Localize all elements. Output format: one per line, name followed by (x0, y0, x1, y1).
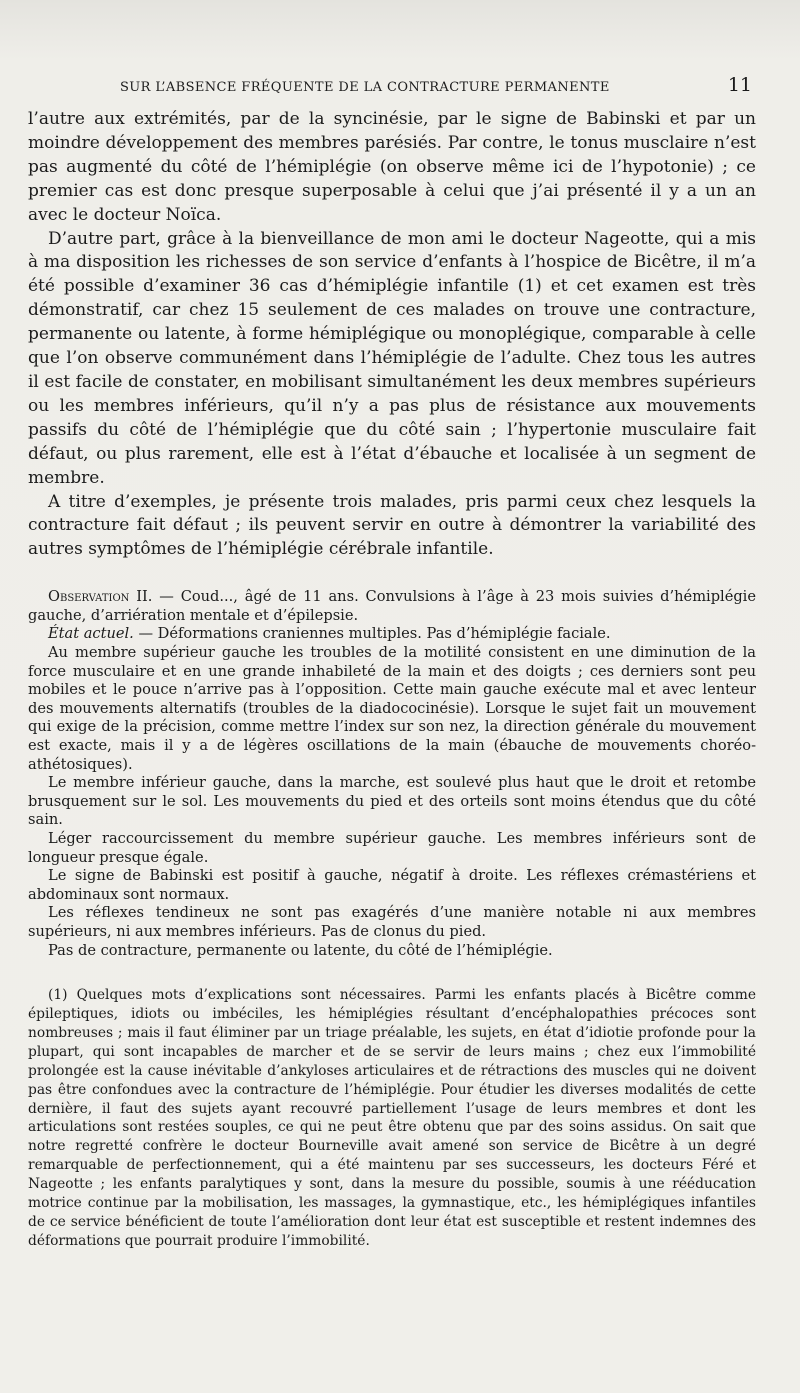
observation-paragraph: Le membre inférieur gauche, dans la marche, est soulevé plus haut que le droit et retombe brusquement sur le sol. Les mouvements du pied et des orteils sont moins étendus que du côté sain. (28, 774, 756, 829)
observation-intro-text: II. — Coud..., âgé de 11 ans. Convulsions à l’âge à 23 mois suivies d’hémiplégie gauche, d’arriération mentale et d’épilepsie. (28, 588, 756, 624)
observation-intro (28, 588, 756, 625)
observation-section (28, 588, 756, 960)
observation-paragraph: Les réflexes tendineux ne sont pas exagérés d’une manière notable ni aux membres supérieurs, ni aux membres inférieurs. Pas de clonus du pied. (28, 904, 756, 940)
footnote (28, 986, 756, 1251)
running-head: SUR L’ABSENCE FRÉQUENTE DE LA CONTRACTURE PERMANENTE (120, 80, 610, 95)
paragraph-1: l’autre aux extrémités, par de la syncinésie, par le signe de Babinski et par un moindre développement des membres parésiés. Par contre, le tonus musclaire n’est pas augmenté du côté de l’hémiplégie (on observe même ici de l’hypotonie) ; ce premier cas est donc presque superposable à celui que j’ai présenté il y a un an avec le docteur Noïca. (28, 109, 756, 225)
observation-paragraph: Au membre supérieur gauche les troubles de la motilité consistent en une diminution de la force musculaire et en une grande inhabileté de la main et des doigts ; ces derniers sont peu mobiles et le pouce n’arrive pas à l’opposition. Cette main gauche exécute mal et avec lenteur des mouvements alternatifs (troubles de la diadococinésie). Lorsque le sujet fait un mouvement qui exige de la précision, comme mettre l’index sur son nez, la direction générale du mouvement est exacte, mais il y a de légères oscillations de la main (ébauche de mouvements choréo-athétosiques). (28, 644, 756, 773)
page-header (28, 74, 756, 108)
page-number: 11 (727, 74, 752, 96)
observation-paragraph: Léger raccourcissement du membre supérieur gauche. Les membres inférieurs sont de longueur presque égale. (28, 829, 756, 866)
etat-actuel (28, 625, 756, 644)
observation-paragraph: Pas de contracture, permanente ou latente, du côté de l’hémiplégie. (48, 941, 553, 959)
etat-actuel-label: État actuel. (48, 625, 134, 643)
paragraph-2: D’autre part, grâce à la bienveillance de mon ami le docteur Nageotte, qui a mis à ma disposition les richesses de son service d’enfants à l’hospice de Bicêtre, il m’a été possible d’examiner 36 cas d’hémiplégie infantile (1) et cet examen est très démonstratif, car chez 15 seulement de ces malades on trouve une contracture, permanente ou latente, à forme hémiplégique ou monoplégique, comparable à celle que l’on observe communément dans l’hémiplégie de l’adulte. Chez tous les autres il est facile de constater, en mobilisant simultanément les deux membres supérieurs ou les membres inférieurs, qu’il n’y a pas plus de résistance aux mouvements passifs du côté de l’hémiplégie que du côté sain ; l’hypertonie musculaire fait défaut, ou plus rarement, elle est à l’état d’ébauche et localisée à un segment de membre. (28, 228, 756, 488)
main-text (28, 108, 756, 562)
observation-paragraph: Le signe de Babinski est positif à gauche, négatif à droite. Les réflexes crémastériens et abdominaux sont normaux. (28, 867, 756, 903)
paragraph-3: A titre d’exemples, je présente trois malades, pris parmi ceux chez lesquels la contracture fait défaut ; ils peuvent servir en outre à démontrer la variabilité des autres symptômes de l’hémiplégie cérébrale infantile. (28, 491, 756, 560)
footnote-text: (1) Quelques mots d’explications sont nécessaires. Parmi les enfants placés à Bicêtre comme épileptiques, idiots ou imbéciles, les hémiplégies résultant d’encéphalopathies précoces sont nombreuses ; mais il faut éliminer par un triage préalable, les sujets, en état d’idiotie profonde pour la plupart, qui sont incapables de marcher et de se servir de leurs mains ; chez eux l’immobilité prolongée est la cause inévitable d’ankyloses articulaires et de rétractions des muscles qui ne doivent pas être confondues avec la contracture de l’hémiplégie. Pour étudier les diverses modalités de cette dernière, il faut des sujets ayant recouvré partiellement l’usage de leurs membres et dont les articulations sont restées souples, ce qui ne peut être obtenu que par des soins assidus. On sait que notre regretté confrère le docteur Bourneville avait amené son service de Bicêtre à un degré remarquable de perfectionnement, qui a été maintenu par ses successeurs, les docteurs Féré et Nageotte ; les enfants paralytiques y sont, dans la mesure du possible, soumis à une rééducation motrice continue par la mobilisation, les massages, la gymnastique, etc., les hémiplégiques infantiles de ce service bénéficient de toute l’amélioration dont leur état est susceptible et restent indemnes des déformations que pourrait produire l’immobilité. (28, 987, 756, 1249)
etat-actuel-text: — Déformations craniennes multiples. Pas d’hémiplégie faciale. (133, 625, 611, 643)
observation-label: Observation (48, 588, 130, 606)
